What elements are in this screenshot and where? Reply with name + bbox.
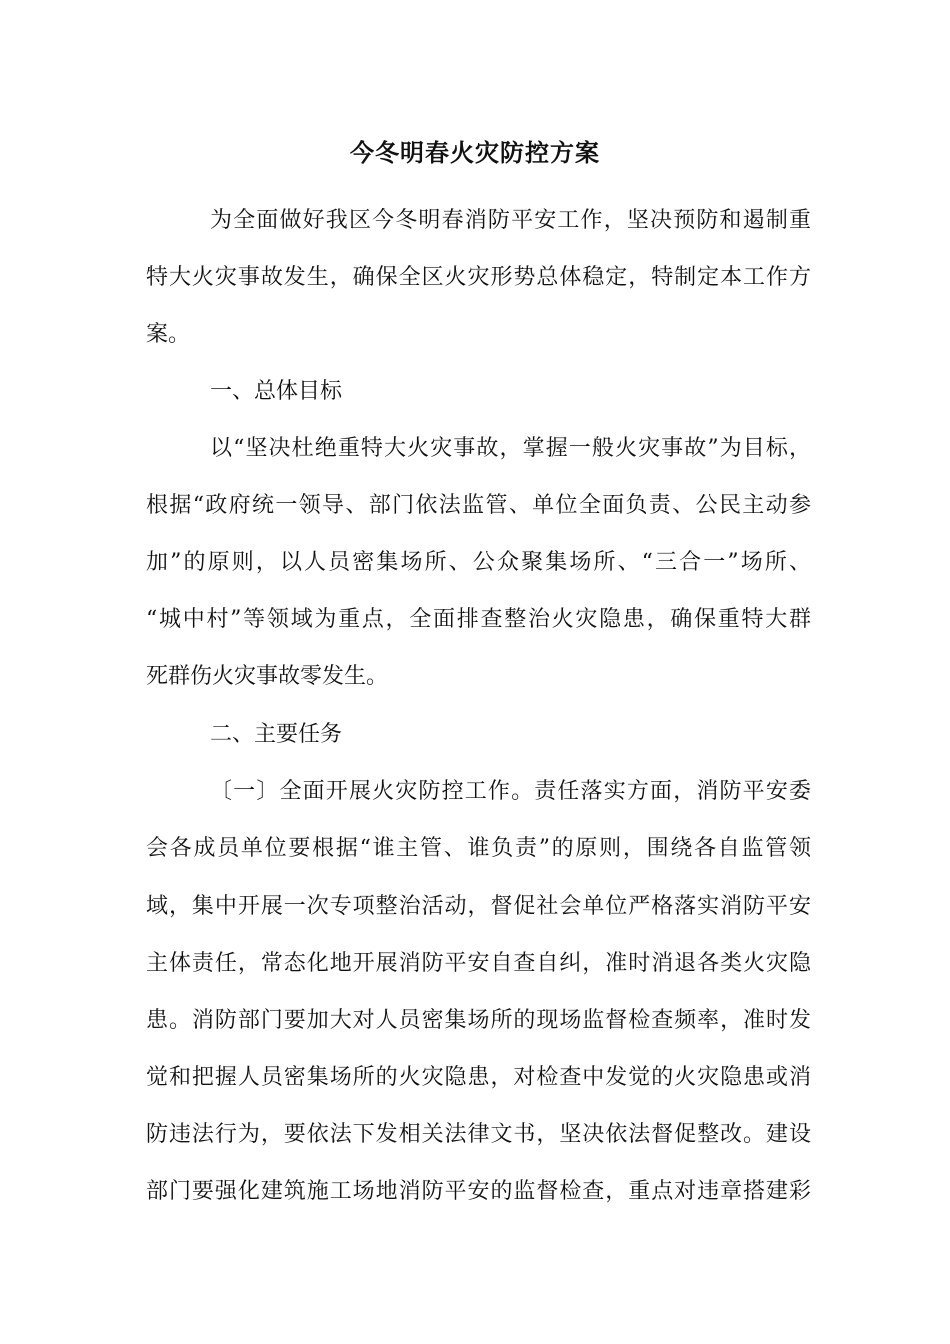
paragraph-tasks-line-6: 觉和把握人员密集场所的火灾隐患，对检查中发觉的火灾隐患或消 bbox=[146, 1065, 811, 1090]
paragraph-goal-line-4: “城中村”等领域为重点，全面排查整治火灾隐患，确保重特大群 bbox=[146, 607, 811, 632]
paragraph-tasks-line-4: 主体责任，常态化地开展消防平安自查自纠，准时消退各类火灾隐 bbox=[146, 951, 811, 976]
section-heading-main-tasks: 二、主要任务 bbox=[210, 722, 343, 747]
paragraph-goal-line-2: 根据“政府统一领导、部门依法监管、单位全面负责、公民主动参 bbox=[146, 493, 811, 518]
paragraph-tasks-line-2: 会各成员单位要根据“谁主管、谁负责”的原则，围绕各自监管领 bbox=[146, 836, 811, 861]
paragraph-intro-line-2: 特大火灾事故发生，确保全区火灾形势总体稳定，特制定本工作方 bbox=[146, 265, 811, 290]
paragraph-tasks-line-3: 域，集中开展一次专项整治活动，督促社会单位严格落实消防平安 bbox=[146, 894, 811, 919]
document-title: 今冬明春火灾防控方案 bbox=[350, 138, 600, 167]
paragraph-goal-line-1: 以“坚决杜绝重特大火灾事故，掌握一般火灾事故”为目标， bbox=[210, 436, 811, 461]
paragraph-tasks-line-5: 患。消防部门要加大对人员密集场所的现场监督检查频率，准时发 bbox=[146, 1008, 811, 1033]
paragraph-goal-line-3: 加”的原则，以人员密集场所、公众聚集场所、“三合一”场所、 bbox=[146, 550, 811, 575]
paragraph-goal-line-5: 死群伤火灾事故零发生。 bbox=[146, 664, 389, 689]
section-heading-overall-goal: 一、总体目标 bbox=[210, 379, 343, 404]
paragraph-intro-line-1: 为全面做好我区今冬明春消防平安工作，坚决预防和遏制重 bbox=[210, 208, 811, 233]
paragraph-tasks-line-7: 防违法行为，要依法下发相关法律文书，坚决依法督促整改。建设 bbox=[146, 1122, 811, 1147]
paragraph-tasks-line-8: 部门要强化建筑施工场地消防平安的监督检查，重点对违章搭建彩 bbox=[146, 1179, 811, 1204]
paragraph-intro-line-3: 案。 bbox=[146, 322, 191, 347]
paragraph-tasks-line-1: 〔一〕全面开展火灾防控工作。责任落实方面，消防平安委 bbox=[210, 779, 811, 804]
